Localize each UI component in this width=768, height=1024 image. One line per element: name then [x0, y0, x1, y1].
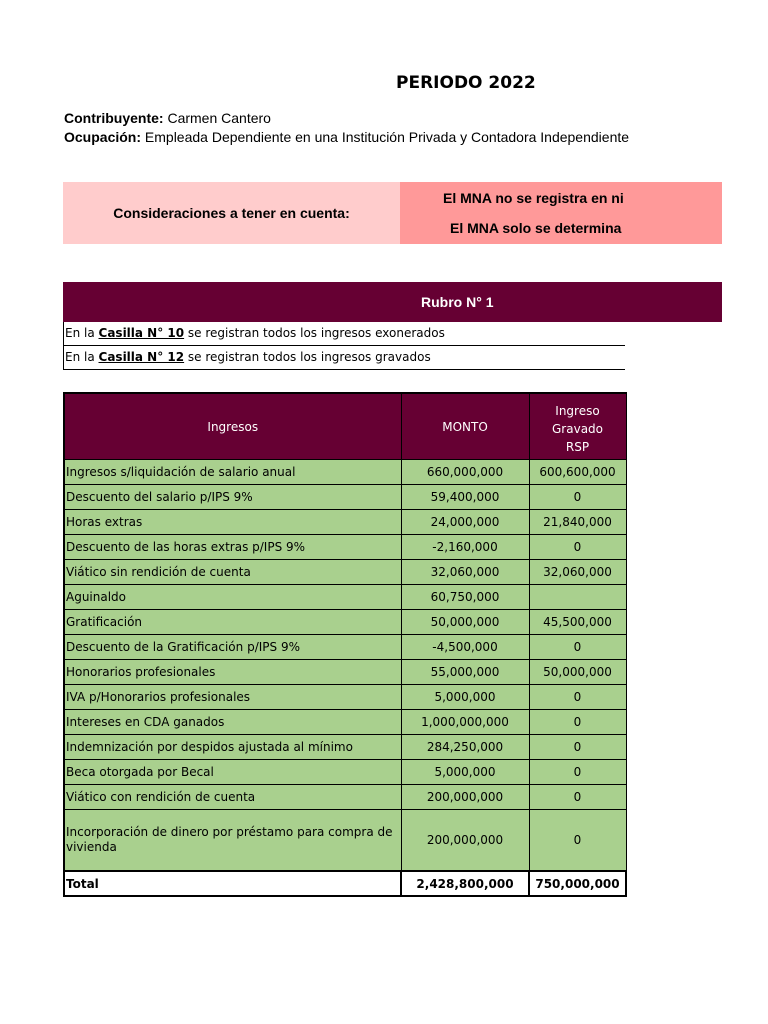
- table-row: [64, 510, 626, 535]
- row-label: Honorarios profesionales: [64, 660, 401, 685]
- row-monto: 660,000,000: [401, 460, 529, 485]
- note-prefix: En la: [65, 326, 99, 340]
- row-gravado: 32,060,000: [529, 560, 626, 585]
- consideraciones-notes: [400, 182, 722, 244]
- rubro-header: [63, 282, 722, 322]
- total-label: Total: [64, 871, 401, 896]
- row-monto: 55,000,000: [401, 660, 529, 685]
- note-casilla: Casilla N° 10: [98, 326, 185, 340]
- consideraciones-line-1: El MNA no se registra en ni: [443, 190, 624, 206]
- row-gravado: 0: [529, 535, 626, 560]
- table-total-row: [64, 871, 626, 896]
- row-label: Beca otorgada por Becal: [64, 760, 401, 785]
- row-monto: 60,750,000: [401, 585, 529, 610]
- row-label: Descuento de la Gratificación p/IPS 9%: [64, 635, 401, 660]
- consideraciones-label: Consideraciones a tener en cuenta:: [63, 182, 400, 244]
- header-ingresos: Ingresos: [64, 393, 401, 460]
- table-row: [64, 810, 626, 872]
- table-header-row: [64, 393, 626, 460]
- row-label: Incorporación de dinero por préstamo para compra de vivienda: [64, 810, 401, 872]
- note-suffix: se registran todos los ingresos gravados: [184, 350, 431, 364]
- row-label: Horas extras: [64, 510, 401, 535]
- row-label: Viático con rendición de cuenta: [64, 785, 401, 810]
- table-row: [64, 635, 626, 660]
- row-monto: 5,000,000: [401, 685, 529, 710]
- note-casilla: Casilla N° 12: [98, 350, 185, 364]
- contribuyente-line: [64, 110, 271, 126]
- total-monto: 2,428,800,000: [401, 871, 529, 896]
- row-label: Gratificación: [64, 610, 401, 635]
- table-row: [64, 685, 626, 710]
- contribuyente-value: Carmen Cantero: [167, 110, 271, 126]
- header-gravado: [529, 393, 626, 460]
- row-gravado: 45,500,000: [529, 610, 626, 635]
- page-title: PERIODO 2022: [396, 73, 536, 93]
- note-suffix: se registran todos los ingresos exonerados: [184, 326, 445, 340]
- table-row: [64, 710, 626, 735]
- total-gravado: 750,000,000: [529, 871, 626, 896]
- row-gravado: 0: [529, 785, 626, 810]
- row-gravado: [529, 585, 626, 610]
- rubro-title: Rubro N° 1: [421, 294, 494, 310]
- row-gravado: 0: [529, 760, 626, 785]
- table-row: [64, 585, 626, 610]
- row-gravado: 0: [529, 735, 626, 760]
- table-row: [64, 660, 626, 685]
- note-prefix: En la: [65, 350, 99, 364]
- row-label: Viático sin rendición de cuenta: [64, 560, 401, 585]
- table-row: [64, 760, 626, 785]
- ocupacion-line: [64, 129, 629, 145]
- row-monto: 284,250,000: [401, 735, 529, 760]
- row-monto: 5,000,000: [401, 760, 529, 785]
- row-monto: 32,060,000: [401, 560, 529, 585]
- row-gravado: 21,840,000: [529, 510, 626, 535]
- row-monto: -2,160,000: [401, 535, 529, 560]
- row-label: Descuento del salario p/IPS 9%: [64, 485, 401, 510]
- table-row: [64, 460, 626, 485]
- ocupacion-label: Ocupación:: [64, 129, 142, 145]
- row-label: Aguinaldo: [64, 585, 401, 610]
- table-row: [64, 560, 626, 585]
- row-gravado: 600,600,000: [529, 460, 626, 485]
- row-gravado: 0: [529, 810, 626, 872]
- contribuyente-label: Contribuyente:: [64, 110, 164, 126]
- header-monto: MONTO: [401, 393, 529, 460]
- row-monto: 50,000,000: [401, 610, 529, 635]
- ingresos-table: [63, 392, 627, 897]
- table-row: [64, 610, 626, 635]
- row-gravado: 0: [529, 635, 626, 660]
- row-monto: 200,000,000: [401, 810, 529, 872]
- row-gravado: 0: [529, 485, 626, 510]
- table-row: [64, 535, 626, 560]
- table-row: [64, 485, 626, 510]
- row-label: IVA p/Honorarios profesionales: [64, 685, 401, 710]
- note-casilla-12: [63, 346, 625, 370]
- consideraciones-line-2: El MNA solo se determina: [450, 220, 622, 236]
- row-label: Ingresos s/liquidación de salario anual: [64, 460, 401, 485]
- header-gravado-line-1: Ingreso Gravado: [552, 404, 603, 436]
- row-monto: 1,000,000,000: [401, 710, 529, 735]
- ocupacion-value: Empleada Dependiente en una Institución Privada y Contadora Independiente: [144, 129, 630, 145]
- header-gravado-line-2: RSP: [565, 440, 590, 454]
- row-gravado: 50,000,000: [529, 660, 626, 685]
- row-monto: 59,400,000: [401, 485, 529, 510]
- table-row: [64, 785, 626, 810]
- row-gravado: 0: [529, 685, 626, 710]
- row-label: Intereses en CDA ganados: [64, 710, 401, 735]
- row-monto: -4,500,000: [401, 635, 529, 660]
- row-gravado: 0: [529, 710, 626, 735]
- row-label: Descuento de las horas extras p/IPS 9%: [64, 535, 401, 560]
- row-label: Indemnización por despidos ajustada al mínimo: [64, 735, 401, 760]
- consideraciones-banner: [63, 182, 722, 244]
- row-monto: 24,000,000: [401, 510, 529, 535]
- row-monto: 200,000,000: [401, 785, 529, 810]
- note-casilla-10: [63, 322, 625, 346]
- table-row: [64, 735, 626, 760]
